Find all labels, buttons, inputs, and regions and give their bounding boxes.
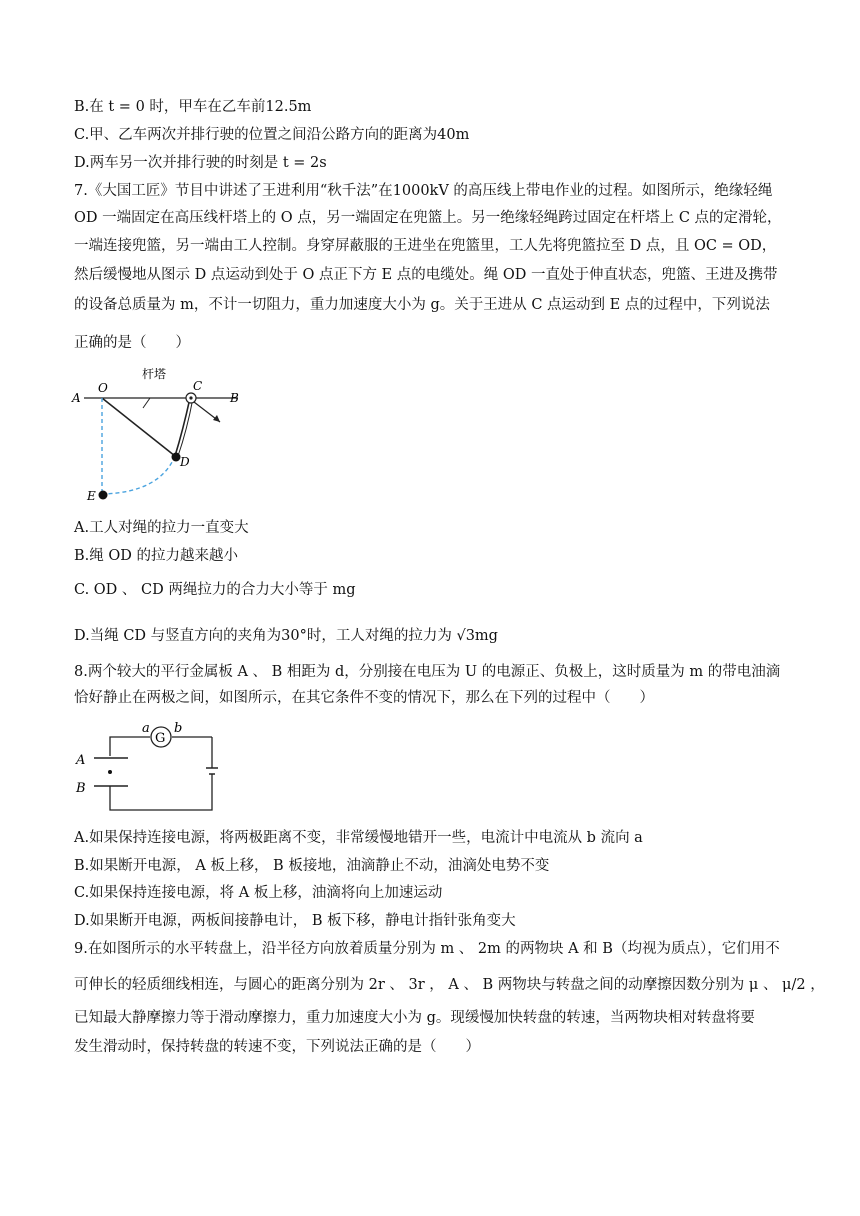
q7-option-d: D.当绳 CD 与竖直方向的夹角为30°时，工人对绳的拉力为 √3mg xyxy=(74,628,498,644)
q7-stem-line-4: 然后缓慢地从图示 D 点运动到处于 O 点正下方 E 点的电缆处。绳 OD 一直处于伸直状态，兜篮、王进及携带 xyxy=(74,267,778,283)
q7-option-c: C. OD 、 CD 两绳拉力的合力大小等于 mg xyxy=(74,582,356,598)
q7-fig-label-o: O xyxy=(98,381,108,395)
q8-stem-line-1: 8.两个较大的平行金属板 A 、 B 相距为 d，分别接在电压为 U 的电源正、负极上，这时质量为 m 的带电油滴 xyxy=(74,664,781,680)
q8-fig-label-g: G xyxy=(155,731,166,746)
q8-fig-label-b: B xyxy=(76,781,86,796)
q8-option-d: D.如果断开电源，两板间接静电计， B 板下移，静电计指针张角变大 xyxy=(74,913,516,929)
q6-option-c: C.甲、乙车两次并排行驶的位置之间沿公路方向的距离为40m xyxy=(74,127,470,143)
q9-stem-line-3: 已知最大静摩擦力等于滑动摩擦力，重力加速度大小为 g。现缓慢加快转盘的转速，当两物块相对转盘将要 xyxy=(74,1010,755,1026)
q8-circuit-figure xyxy=(70,718,230,816)
q7-fig-label-b: B xyxy=(230,391,239,405)
q7-stem-line-2: OD 一端固定在高压线杆塔上的 O 点，另一端固定在兜篮上。另一绝缘轻绳跨过固定在杆塔上 C 点的定滑轮， xyxy=(74,210,782,226)
q8-option-b: B.如果断开电源， A 板上移， B 板接地，油滴静止不动，油滴处电势不变 xyxy=(74,858,550,874)
q7-fig-label-a: A xyxy=(72,391,81,405)
q7-option-b: B.绳 OD 的拉力越来越小 xyxy=(74,548,238,564)
q8-option-c: C.如果保持连接电源，将 A 板上移，油滴将向上加速运动 xyxy=(74,885,443,901)
q9-stem-line-1: 9.在如图所示的水平转盘上，沿半径方向放着质量分别为 m 、 2m 的两物块 A 和 B（均视为质点），它们用不 xyxy=(74,941,780,957)
q7-option-a: A.工人对绳的拉力一直变大 xyxy=(74,520,249,536)
q7-fig-label-c: C xyxy=(193,379,203,393)
q7-fig-label-d: D xyxy=(180,455,190,469)
q8-option-a: A.如果保持连接电源，将两极距离不变，非常缓慢地错开一些，电流计中电流从 b 流向 a xyxy=(74,830,643,846)
q6-option-d: D.两车另一次并排行驶的时刻是 t = 2s xyxy=(74,155,327,171)
q9-stem-line-2: 可伸长的轻质细线相连，与圆心的距离分别为 2r 、 3r ， A 、 B 两物块与转盘之间的动摩擦因数分别为 μ 、 μ/2 ， xyxy=(74,977,825,993)
q8-fig-label-a-small: a xyxy=(142,721,150,736)
q7-stem-line-3: 一端连接兜篮，另一端由工人控制。身穿屏蔽服的王进坐在兜篮里，工人先将兜篮拉至 D 点，且 OC = OD， xyxy=(74,238,777,254)
q7-stem-line-6: 正确的是（ ） xyxy=(74,335,190,351)
q8-fig-label-a: A xyxy=(76,753,86,768)
q6-option-b: B.在 t = 0 时，甲车在乙车前12.5m xyxy=(74,99,312,115)
q7-stem-line-5: 的设备总质量为 m，不计一切阻力，重力加速度大小为 g。关于王进从 C 点运动到 E 点的过程中，下列说法 xyxy=(74,297,770,313)
q7-fig-label-tower: 杆塔 xyxy=(142,367,167,381)
q7-stem-line-1: 7.《大国工匠》节目中讲述了王进利用“秋千法”在1000kV 的高压线上带电作业的过程。如图所示，绝缘轻绳 xyxy=(74,183,773,199)
q7-fig-label-e: E xyxy=(87,489,96,503)
q9-stem-line-4: 发生滑动时，保持转盘的转速不变，下列说法正确的是（ ） xyxy=(74,1039,480,1055)
q8-fig-label-b-small: b xyxy=(174,721,183,736)
q7-figure xyxy=(70,360,250,508)
q8-stem-line-2: 恰好静止在两极之间，如图所示，在其它条件不变的情况下，那么在下列的过程中（ ） xyxy=(74,690,654,706)
